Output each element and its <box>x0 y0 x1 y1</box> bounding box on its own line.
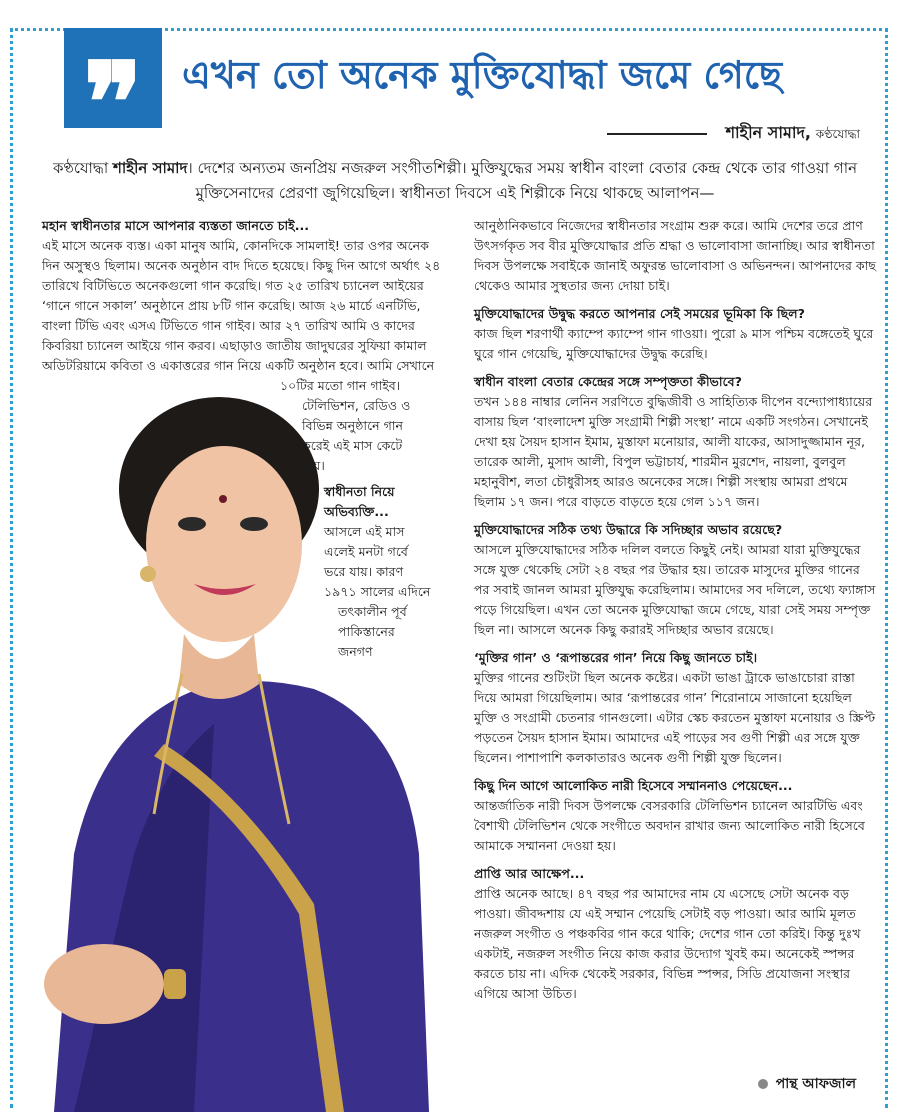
byline-rule <box>607 133 707 135</box>
interview-answer: মুক্তির গানের শুটিংটা ছিল অনেক কষ্টের। একটা ভাঙা ট্রাকে ভাঙাচোরা রাস্তা দিয়ে আমরা গিয়েছিলাম। আর ‘রূপান্তরের গান’ শিরোনামে সাজানো হয়েছিল মুক্তি ও সংগ্রামী চেতনার গানগুলো। এটার স্কেচ করতেন মুস্তাফা মনোয়ার ও স্ক্রিপ্ট পড়তেন সৈয়দ হাসান ইমাম। আমাদের এই পাড়ের সব গুণী শিল্পী এর সঙ্গে যুক্ত ছিলেন। পাশাপাশি কলকাতারও অনেক গুণী শিল্পী যুক্ত ছিলেন। <box>474 670 876 765</box>
interview-answer: আসলে মুক্তিযোদ্ধাদের সঠিক দলিল বলতে কিছুই নেই। আমরা যারা মুক্তিযুদ্ধের সঙ্গে যুক্ত থেকেছি সেটা ২৪ বছর পর উদ্ধার হয়। তারেক মাসুদের মুক্তির গানের পর সবাই জানল আমরা মুক্তিযুদ্ধ করেছিলাম। আমাদের সব দলিলে, তথ্যে ফ্যাঙ্গাস পড়ে গিয়েছিল। এখন তো অনেক মুক্তিযোদ্ধা জমে গেছে, যারা সেই সময় সম্পৃক্ত ছিল না। আসলে অনেক কিছু করারই সদিচ্ছার অভাব রয়েছে। <box>474 542 876 637</box>
reporter-credit: পান্থ আফজাল <box>758 1072 856 1096</box>
byline-name: শাহীন সামাদ, <box>725 123 811 142</box>
article-column-right <box>474 216 878 1012</box>
interview-question: প্রাপ্তি আর আক্ষেপ... <box>474 866 585 881</box>
interview-answer: আনুষ্ঠানিকভাবে নিজেদের স্বাধীনতার সংগ্রাম শুরু করে। আমি দেশের তরে প্রাণ উৎসর্গকৃত সব বীর মুক্তিযোদ্ধার প্রতি শ্রদ্ধা ও ভালোবাসা জানাচ্ছি। আর স্বাধীনতা দিবস উপলক্ষে সবাইকে জানাই অফুরন্ত ভালোবাসা ও অভিনন্দন। আপনাদের কাছ থেকেও আমার সুস্থতার জন্য দোয়া চাই। <box>474 218 877 293</box>
intro-name: শাহীন সামাদ <box>113 159 188 177</box>
byline <box>607 120 860 147</box>
interview-answer: এই মাসে অনেক ব্যস্ত। একা মানুষ আমি, কোনদিকে সামলাই! তার ওপর অনেক দিন অসুস্থও ছিলাম। অনেক অনুষ্ঠান বাদ দিতে হয়েছে। কিছু দিন আগে অর্থাৎ ২৪ তারিখে বিটিভিতে অনেকগুলো গান করেছি। গত ২৫ তারিখ চ্যানেল আইয়ের ‘গানে গানে সকাল’ অনুষ্ঠানে প্রায় ৮টি গান করেছি। আজ ২৬ মার্চে এনটিভি, বাংলা টিভি এবং এসএ টিভিতে গান গাইব। আর ২৭ তারিখ আমি ও কাদের কিবরিয়া চ্যানেল আইয়ে গান করব। এছাড়াও জাতীয় জাদুঘরের সুফিয়া কামাল অডিটরিয়ামে কবিতা ও একাত্তরের গান নিয়ে একটি অনুষ্ঠান হবে। আমি সেখানে <box>42 238 441 373</box>
interview-question: স্বাধীনতা নিয়ে <box>324 484 395 499</box>
interview-question: ‘মুক্তির গান’ ও ‘রূপান্তরের গান’ নিয়ে কিছু জানতে চাই। <box>474 650 758 665</box>
interview-question: মুক্তিযোদ্ধাদের সঠিক তথ্য উদ্ধারে কি সদিচ্ছার অভাব রয়েছে? <box>474 522 783 537</box>
interview-answer: তখন ১৪৪ নাম্বার লেনিন সরণিতে বুদ্ধিজীবী ও সাহিত্যিক দীপেন বন্দ্যোপাধ্যায়ের বাসায় ছিল ‘বাংলাদেশ মুক্তি সংগ্রামী শিল্পী সংস্থা’ নামে একটি সংগঠন। সেখানেই দেখা হয় সৈয়দ হাসান ইমাম, মুস্তাফা মনোয়ার, আলী যাকের, আসাদুজ্জামান নূর, তারেক আলী, মুসাদ আলী, বিপুল ভট্টাচার্য, শারমীন মুরশেদ, নায়লা, বুলবুল মহানুবীশ, লতা চৌধুরীসহ আরও অনেকের সঙ্গে। শিল্পী সংস্থায় আমরা প্রথমে ছিলাম ১৭ জন। পরে বাড়তে বাড়তে হয়ে গেল ১১৭ জন। <box>474 394 873 509</box>
interview-question: মহান স্বাধীনতার মাসে আপনার ব্যস্ততা জানতে চাই... <box>42 218 310 233</box>
article-column-left: মহান স্বাধীনতার মাসে আপনার ব্যস্ততা জানতে চাই... এই মাসে অনেক ব্যস্ত। একা মানুষ আমি, কোনদিকে সামলাই! তার ওপর অনেক দিন অসুস্থও ছিলাম। অনেক অনুষ্ঠান বাদ দিতে হয়েছে। কিছু দিন আগে অর্থাৎ ২৪ তারিখে বিটিভিতে অনেকগুলো গান করেছি। গত ২৫ তারিখ চ্যানেল আইয়ের ‘গানে গানে সকাল’ অনুষ্ঠানে প্রায় ৮টি গান করেছি। আজ ২৬ মার্চে এনটিভি, বাংলা টিভি এবং এসএ টিভিতে গান গাইব। আর ২৭ তারিখ আমি ও কাদের কিবরিয়া চ্যানেল আইয়ে গান করব। এছাড়াও জাতীয় জাদুঘরের সুফিয়া কামাল অডিটরিয়ামে কবিতা ও একাত্তরের গান নিয়ে একটি অনুষ্ঠান হবে। আমি সেখানে ১০টির মতো গান গাইব। টেলিভিশন, রেডিও ও বিভিন্ন অনুষ্ঠানে গান করেই এই মাস কেটে যায়। স্বাধীনতা নিয়ে অভিব্যক্তি... আসলে এই মাস এলেই মনটা গর্বে ভরে যায়। কারণ ১৯৭১ সালের এদিনে তৎকালীন পূর্ব পাকিস্তানের জনগণ <box>42 216 448 662</box>
quote-mark-icon: ❞ <box>64 28 162 128</box>
article-headline: এখন তো অনেক মুক্তিযোদ্ধা জমে গেছে <box>182 53 783 97</box>
interview-answer: কাজ ছিল শরণার্থী ক্যাম্পে ক্যাম্পে গান গাওয়া। পুরো ৯ মাস পশ্চিম বঙ্গেতেই ঘুরে ঘুরে গান গেয়েছি, মুক্তিযোদ্ধাদের উদ্বুদ্ধ করেছি। <box>474 326 874 361</box>
byline-role: কণ্ঠযোদ্ধা <box>815 127 860 141</box>
bullet-icon <box>758 1079 768 1089</box>
interview-question: স্বাধীন বাংলা বেতার কেন্দ্রের সঙ্গে সম্পৃক্ততা কীভাবে? <box>474 374 742 389</box>
interview-question: কিছু দিন আগে আলোকিত নারী হিসেবে সম্মাননাও পেয়েছেন... <box>474 778 793 793</box>
interview-question: মুক্তিযোদ্ধাদের উদ্বুদ্ধ করতে আপনার সেই সময়ের ভূমিকা কি ছিল? <box>474 306 805 321</box>
interview-answer: প্রাপ্তি অনেক আছে। ৪৭ বছর পর আমাদের নাম যে এসেছে সেটা অনেক বড় পাওয়া। জীবদ্দশায় যে এই সম্মান পেয়েছি সেটাই বড় পাওয়া। আর আমি মূলত নজরুল সংগীত ও পঞ্চকবির গান করে থাকি; দেশের গান তো করিই। কিন্তু দুঃখ একটাই, নজরুল সংগীত নিয়ে কাজ করার উদ্যোগ খুবই কম। অনেকেই স্পন্সর করতে চায় না। এদিক থেকেই সরকার, বিভিন্ন স্পন্সর, সিডি প্রযোজনা সংস্থার এগিয়ে আসা উচিত। <box>474 886 861 1001</box>
article-intro: কণ্ঠযোদ্ধা শাহীন সামাদ। দেশের অন্যতম জনপ্রিয় নজরুল সংগীতশিল্পী। মুক্তিযুদ্ধের সময় স্বাধীন বাংলা বেতার কেন্দ্র থেকে তার গাওয়া গান মুক্তিসেনাদের প্রেরণা জুগিয়েছিল। স্বাধীনতা দিবসে এই শিল্পীকে নিয়ে থাকছে আলাপন— <box>52 159 858 202</box>
interview-answer: আন্তর্জাতিক নারী দিবস উপলক্ষে বেসরকারি টেলিভিশন চ্যানেল আরটিভি এবং বৈশাখী টেলিভিশন থেকে সংগীতে অবদান রাখার জন্য আলোকিত নারী হিসেবে আমাকে সম্মাননা দেওয়া হয়। <box>474 798 865 853</box>
